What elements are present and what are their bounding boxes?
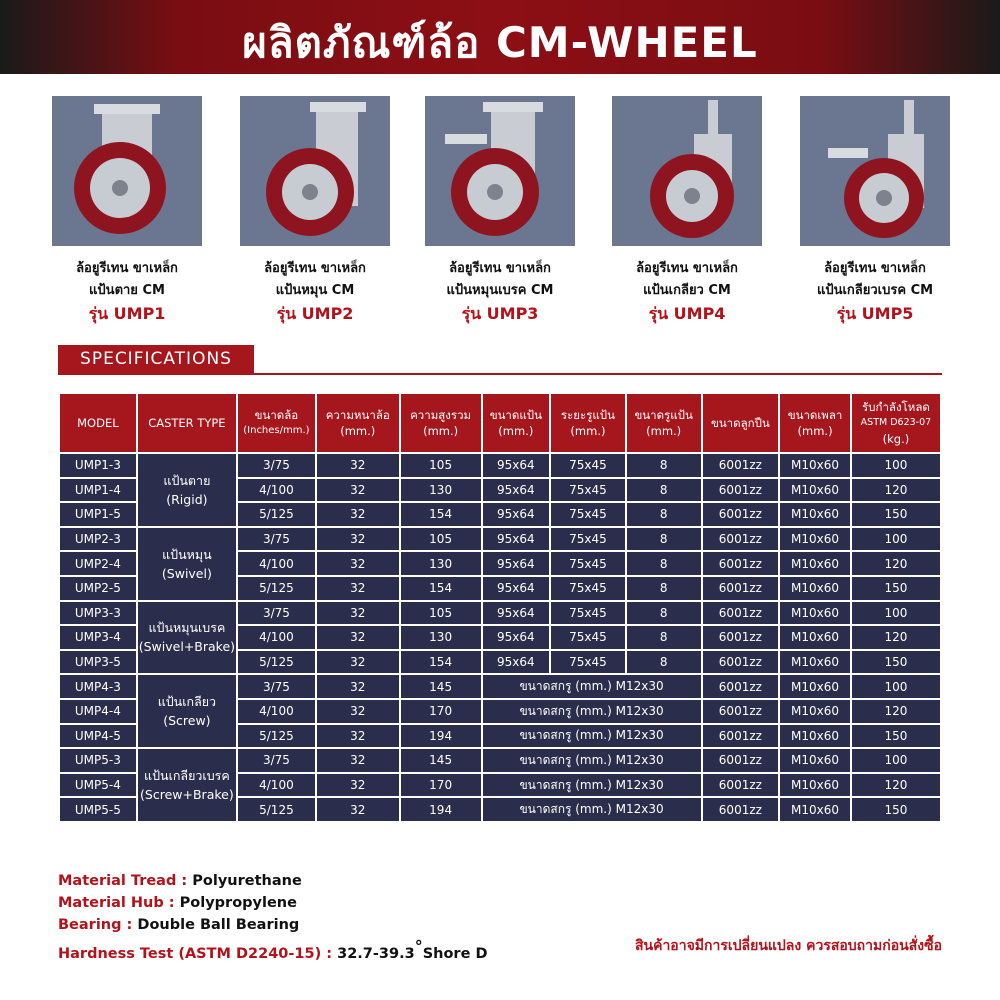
table-cell: M10x60	[780, 552, 850, 575]
table-cell: 3/75	[238, 454, 315, 477]
table-header-row	[60, 394, 940, 452]
table-cell: 6001zz	[703, 528, 779, 551]
table-cell: M10x60	[780, 798, 850, 821]
table-cell: 100	[852, 528, 940, 551]
table-cell: 6001zz	[703, 725, 779, 748]
table-cell: 6001zz	[703, 798, 779, 821]
header-caster-type: CASTER TYPE	[138, 394, 236, 452]
header-load: รับกำลังโหลด ASTM D623-07 (kg.)	[852, 394, 940, 452]
header-hole-size: ขนาดรูแป้น (mm.)	[627, 394, 701, 452]
table-cell: 5/125	[238, 503, 315, 526]
table-cell: 95x64	[483, 651, 550, 674]
screw-size-cell: ขนาดสกรู (mm.) M12x30	[483, 700, 701, 723]
table-cell: M10x60	[780, 454, 850, 477]
product-model: รุ่น UMP2	[276, 304, 354, 323]
table-row	[60, 749, 940, 772]
material-hub: Material Hub : Polypropylene	[58, 895, 297, 911]
page-title: ผลิตภัณฑ์ล้อ CM-WHEEL	[242, 18, 758, 67]
caster-type-cell: แป้นเกลียว (Screw)	[138, 675, 236, 747]
table-cell: 32	[317, 725, 399, 748]
table-cell: UMP5-4	[60, 774, 136, 797]
table-cell: 5/125	[238, 798, 315, 821]
table-cell: 6001zz	[703, 552, 779, 575]
table-cell: M10x60	[780, 651, 850, 674]
table-cell: 194	[401, 798, 481, 821]
table-cell: 4/100	[238, 700, 315, 723]
table-cell: 8	[627, 651, 701, 674]
table-cell: 95x64	[483, 528, 550, 551]
table-cell: 95x64	[483, 626, 550, 649]
table-cell: 8	[627, 528, 701, 551]
product-name: ล้อยูรีเทน ขาเหล็ก แป้นเกลียว CM	[636, 261, 738, 298]
table-cell: M10x60	[780, 749, 850, 772]
table-cell: 75x45	[551, 528, 625, 551]
table-cell: 4/100	[238, 479, 315, 502]
header-wheel-size: ขนาดล้อ (Inches/mm.)	[238, 394, 315, 452]
caster-screw-image	[612, 96, 762, 246]
table-cell: 5/125	[238, 725, 315, 748]
header-thickness: ความหนาล้อ (mm.)	[317, 394, 399, 452]
table-cell: 75x45	[551, 602, 625, 625]
table-cell: 6001zz	[703, 774, 779, 797]
table-cell: UMP3-3	[60, 602, 136, 625]
table-cell: 6001zz	[703, 577, 779, 600]
table-cell: 145	[401, 749, 481, 772]
screw-size-cell: ขนาดสกรู (mm.) M12x30	[483, 725, 701, 748]
table-cell: 8	[627, 479, 701, 502]
table-cell: 8	[627, 626, 701, 649]
product-name: ล้อยูรีเทน ขาเหล็ก แป้นหมุนเบรค CM	[446, 261, 554, 298]
table-cell: 32	[317, 479, 399, 502]
table-cell: 120	[852, 479, 940, 502]
header-axle: ขนาดเพลา (mm.)	[780, 394, 850, 452]
table-cell: 6001zz	[703, 700, 779, 723]
table-cell: 154	[401, 503, 481, 526]
table-cell: 130	[401, 479, 481, 502]
table-cell: 120	[852, 700, 940, 723]
header-banner	[0, 0, 1000, 74]
product-card-ump2	[225, 96, 405, 326]
table-cell: M10x60	[780, 577, 850, 600]
table-cell: UMP1-4	[60, 479, 136, 502]
caster-swivel-brake-image	[425, 96, 575, 246]
table-cell: M10x60	[780, 626, 850, 649]
caster-type-cell: แป้นตาย (Rigid)	[138, 454, 236, 526]
table-cell: 150	[852, 503, 940, 526]
table-cell: 154	[401, 577, 481, 600]
table-cell: 4/100	[238, 774, 315, 797]
table-cell: 32	[317, 749, 399, 772]
table-cell: 8	[627, 454, 701, 477]
table-cell: 170	[401, 700, 481, 723]
table-cell: 130	[401, 626, 481, 649]
table-cell: M10x60	[780, 503, 850, 526]
table-cell: 75x45	[551, 479, 625, 502]
product-model: รุ่น UMP3	[461, 304, 539, 323]
table-row	[60, 602, 940, 625]
table-cell: UMP2-5	[60, 577, 136, 600]
table-cell: UMP5-3	[60, 749, 136, 772]
table-cell: 8	[627, 552, 701, 575]
table-cell: 5/125	[238, 577, 315, 600]
table-cell: 8	[627, 577, 701, 600]
table-cell: UMP1-5	[60, 503, 136, 526]
table-cell: 154	[401, 651, 481, 674]
table-cell: 150	[852, 798, 940, 821]
table-cell: 75x45	[551, 503, 625, 526]
table-cell: 150	[852, 651, 940, 674]
table-cell: M10x60	[780, 774, 850, 797]
product-card-ump3	[410, 96, 590, 326]
table-cell: 170	[401, 774, 481, 797]
change-notice: สินค้าอาจมีการเปลี่ยนแปลง ควรสอบถามก่อนสั่งซื้อ	[634, 938, 942, 954]
caster-type-cell: แป้นหมุนเบรค (Swivel+Brake)	[138, 602, 236, 674]
table-cell: 32	[317, 577, 399, 600]
table-row	[60, 675, 940, 698]
table-cell: UMP4-4	[60, 700, 136, 723]
product-model: รุ่น UMP1	[88, 304, 166, 323]
specifications-divider	[58, 373, 942, 375]
table-cell: 32	[317, 798, 399, 821]
table-cell: 75x45	[551, 651, 625, 674]
spec-table	[58, 392, 942, 823]
table-cell: 100	[852, 749, 940, 772]
product-gallery	[0, 96, 1000, 336]
table-cell: 8	[627, 503, 701, 526]
product-name: ล้อยูรีเทน ขาเหล็ก แป้นเกลียวเบรค CM	[816, 261, 934, 298]
table-row	[60, 454, 940, 477]
screw-size-cell: ขนาดสกรู (mm.) M12x30	[483, 774, 701, 797]
table-cell: 6001zz	[703, 675, 779, 698]
table-row	[60, 528, 940, 551]
product-card-ump5	[785, 96, 965, 326]
caster-screw-brake-image	[800, 96, 950, 246]
table-cell: 75x45	[551, 577, 625, 600]
table-cell: 5/125	[238, 651, 315, 674]
table-cell: 32	[317, 675, 399, 698]
table-cell: 105	[401, 528, 481, 551]
material-tread: Material Tread : Polyurethane	[58, 873, 302, 889]
table-cell: 6001zz	[703, 454, 779, 477]
table-cell: UMP2-3	[60, 528, 136, 551]
header-plate: ขนาดแป้น (mm.)	[483, 394, 550, 452]
table-cell: 3/75	[238, 675, 315, 698]
caster-type-cell: แป้นหมุน (Swivel)	[138, 528, 236, 600]
table-cell: 32	[317, 503, 399, 526]
product-card-ump1	[37, 96, 217, 326]
table-cell: 194	[401, 725, 481, 748]
materials-info	[58, 870, 488, 965]
table-cell: UMP2-4	[60, 552, 136, 575]
product-card-ump4	[597, 96, 777, 326]
table-cell: 32	[317, 774, 399, 797]
header-hole-spacing: ระยะรูแป้น (mm.)	[551, 394, 625, 452]
product-name: ล้อยูรีเทน ขาเหล็ก แป้นหมุน CM	[264, 261, 366, 298]
product-name: ล้อยูรีเทน ขาเหล็ก แป้นตาย CM	[76, 261, 178, 298]
table-cell: UMP4-5	[60, 725, 136, 748]
table-cell: 6001zz	[703, 602, 779, 625]
table-cell: 6001zz	[703, 479, 779, 502]
specifications-label: SPECIFICATIONS	[58, 345, 254, 373]
table-cell: 100	[852, 602, 940, 625]
table-cell: 32	[317, 528, 399, 551]
table-cell: 100	[852, 675, 940, 698]
table-cell: 75x45	[551, 626, 625, 649]
table-cell: 95x64	[483, 454, 550, 477]
table-cell: 105	[401, 602, 481, 625]
caster-swivel-image	[240, 96, 390, 246]
header-bearing: ขนาดลูกปืน	[703, 394, 779, 452]
table-cell: 130	[401, 552, 481, 575]
material-bearing: Bearing : Double Ball Bearing	[58, 917, 300, 933]
table-cell: 95x64	[483, 577, 550, 600]
table-cell: 32	[317, 552, 399, 575]
table-cell: 32	[317, 651, 399, 674]
screw-size-cell: ขนาดสกรู (mm.) M12x30	[483, 749, 701, 772]
table-cell: M10x60	[780, 725, 850, 748]
table-cell: 3/75	[238, 749, 315, 772]
header-height: ความสูงรวม (mm.)	[401, 394, 481, 452]
table-cell: 105	[401, 454, 481, 477]
table-cell: M10x60	[780, 528, 850, 551]
table-cell: 75x45	[551, 454, 625, 477]
table-cell: UMP4-3	[60, 675, 136, 698]
table-cell: 32	[317, 454, 399, 477]
table-cell: M10x60	[780, 479, 850, 502]
table-cell: M10x60	[780, 700, 850, 723]
table-cell: 100	[852, 454, 940, 477]
screw-size-cell: ขนาดสกรู (mm.) M12x30	[483, 798, 701, 821]
table-cell: 95x64	[483, 552, 550, 575]
table-cell: 32	[317, 602, 399, 625]
table-cell: 120	[852, 774, 940, 797]
table-cell: 32	[317, 626, 399, 649]
table-cell: 150	[852, 577, 940, 600]
table-cell: 150	[852, 725, 940, 748]
table-cell: 4/100	[238, 626, 315, 649]
table-cell: UMP3-4	[60, 626, 136, 649]
table-cell: 6001zz	[703, 626, 779, 649]
table-cell: 120	[852, 552, 940, 575]
table-cell: 95x64	[483, 503, 550, 526]
table-cell: M10x60	[780, 602, 850, 625]
table-cell: 95x64	[483, 602, 550, 625]
table-cell: 145	[401, 675, 481, 698]
table-cell: 32	[317, 700, 399, 723]
table-cell: 95x64	[483, 479, 550, 502]
table-cell: 6001zz	[703, 651, 779, 674]
caster-type-cell: แป้นเกลียวเบรค (Screw+Brake)	[138, 749, 236, 821]
table-cell: UMP3-5	[60, 651, 136, 674]
screw-size-cell: ขนาดสกรู (mm.) M12x30	[483, 675, 701, 698]
table-cell: UMP5-5	[60, 798, 136, 821]
table-cell: 75x45	[551, 552, 625, 575]
table-cell: 8	[627, 602, 701, 625]
table-cell: 6001zz	[703, 503, 779, 526]
hardness-test: Hardness Test (ASTM D2240-15) : 32.7-39.3°Shore D	[58, 937, 488, 962]
table-cell: 6001zz	[703, 749, 779, 772]
table-cell: 4/100	[238, 552, 315, 575]
table-cell: 3/75	[238, 528, 315, 551]
table-cell: UMP1-3	[60, 454, 136, 477]
product-model: รุ่น UMP4	[648, 304, 726, 323]
table-cell: M10x60	[780, 675, 850, 698]
table-cell: 120	[852, 626, 940, 649]
product-model: รุ่น UMP5	[836, 304, 914, 323]
caster-rigid-image	[52, 96, 202, 246]
table-cell: 3/75	[238, 602, 315, 625]
header-model: MODEL	[60, 394, 136, 452]
